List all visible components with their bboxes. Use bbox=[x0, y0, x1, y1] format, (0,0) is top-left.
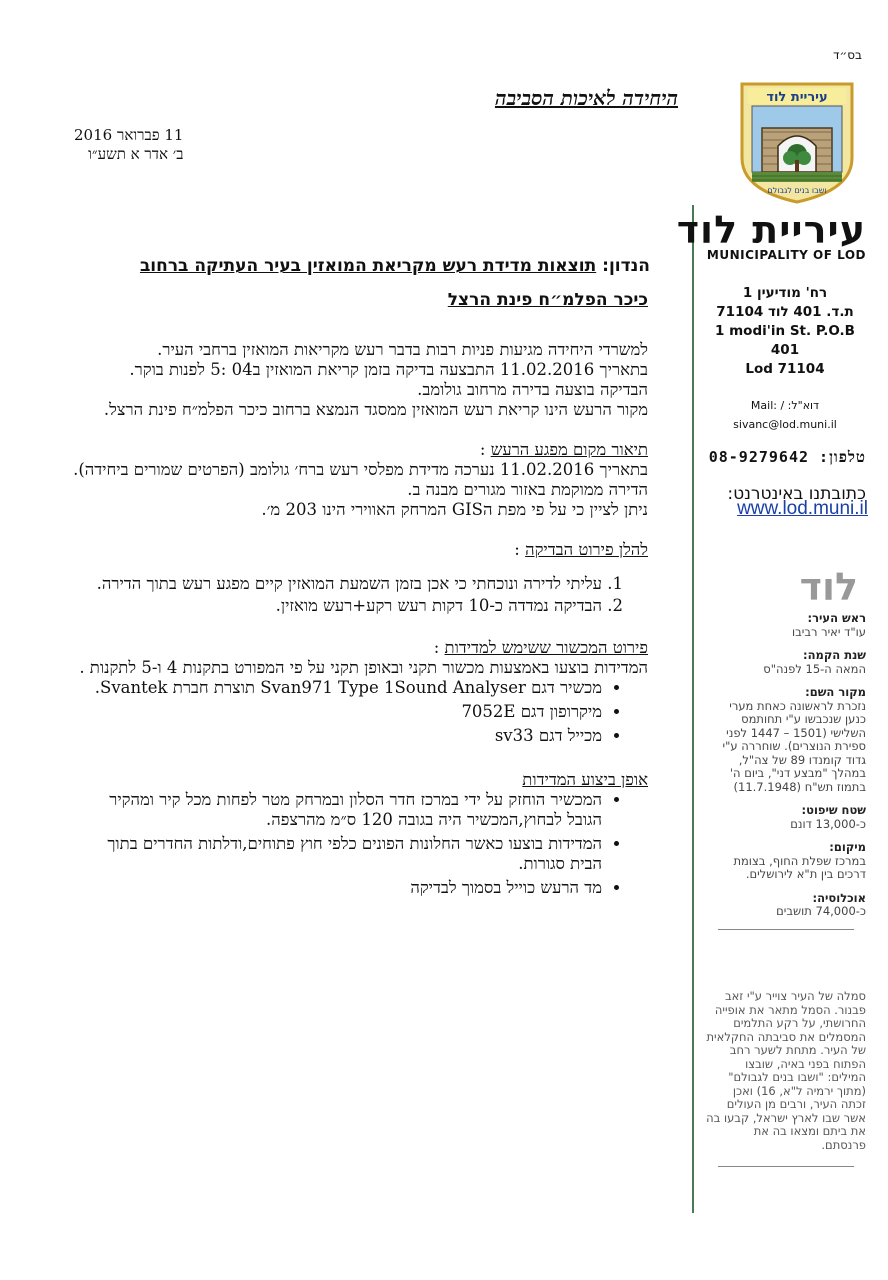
city-name-watermark: לוד bbox=[799, 565, 858, 609]
location-text: בתאריך 11.02.2016 נערכה מדידת מפלסי רעש ברח׳ גולומב (הפרטים שמורים ביחידה). הדירה ממוקמת באזור מגורים מבנה ב. bbox=[73, 460, 648, 499]
fact-text: במרכז שפלת החוף, בצומת דרכים בין ת"א לירושלים. bbox=[733, 853, 866, 881]
sidebar-divider bbox=[692, 205, 694, 1213]
section-heading-equipment: פירוט המכשור ששימש למדידות : bbox=[433, 638, 648, 657]
intro-paragraph: מקור הרעש הינו קריאת רעש המואזין ממסגד הנמצא ברחוב כיכר הפלמ״ח פינת הרצל. bbox=[103, 400, 648, 419]
city-name: עיריית לוד bbox=[676, 208, 866, 252]
address-line: Lod 71104 bbox=[745, 361, 825, 377]
address-line: 401 bbox=[770, 342, 800, 358]
logo-title: עיריית לוד bbox=[766, 90, 828, 105]
section-heading-method: אופן ביצוע המדידות bbox=[522, 770, 648, 789]
city-name-english: MUNICIPALITY OF LOD bbox=[706, 248, 866, 262]
location-text: ניתן לציין כי על פי מפת הGIS המרחק האווירי הינו 203 מ׳. bbox=[261, 500, 648, 519]
website-label: כתובתנו באינטרנט: bbox=[727, 484, 866, 504]
fact-jurisdiction bbox=[706, 804, 866, 831]
fact-name-origin bbox=[706, 686, 866, 794]
fact-population bbox=[706, 892, 866, 919]
fact-heading: שטח שיפוט: bbox=[801, 803, 866, 817]
subject-line-2: כיכר הפלמ״ח פינת הרצל bbox=[447, 290, 648, 310]
emblem-note bbox=[706, 990, 866, 1179]
list-item: • מכשיר דגם Svan971 Type 1Sound Analyser תוצרת חברת Svantek. bbox=[73, 678, 602, 698]
list-item: • מד הרעש כוייל בסמוך לבדיקה bbox=[73, 878, 602, 898]
fact-heading: ראש העיר: bbox=[807, 611, 866, 625]
section-heading-details: להלן פירוט הבדיקה : bbox=[514, 540, 648, 559]
divider bbox=[718, 929, 854, 930]
fact-text: המאה ה-15 לפנה"ס bbox=[763, 661, 866, 676]
fact-heading: מיקום: bbox=[829, 840, 866, 854]
list-item: • מיקרופון דגם 7052E bbox=[73, 702, 602, 722]
address-block bbox=[705, 284, 865, 379]
address-line: ת.ד. 401 לוד 71104 bbox=[716, 304, 854, 320]
list-item: • המכשיר הוחזק על ידי במרכז חדר הסלון ובמרחק מטר לפחות מכל קיר ומהקיר הגובל לבחוץ,המכשיר היה בגובה 120 ס״מ מהרצפה. bbox=[73, 790, 602, 830]
intro-paragraph: בתאריך 11.02.2016 התבצעה בדיקה בזמן קריאת המואזין ב04 :5 לפנות בוקר. bbox=[129, 360, 648, 379]
address-line: רח' מודיעין 1 bbox=[742, 285, 828, 301]
list-item: • מכייל דגם sv33 bbox=[73, 726, 602, 746]
equipment-list bbox=[73, 678, 648, 746]
bsd-mark: בס״ד bbox=[832, 48, 862, 62]
list-item: 2. הבדיקה נמדדה כ-10 דקות רעש רקע+רעש מואזין. bbox=[73, 596, 602, 616]
method-list bbox=[73, 790, 648, 898]
fact-text: כ-74,000 תושבים bbox=[776, 904, 866, 918]
emblem-note-text: סמלה של העיר צוייר ע"י זאב פבנור. הסמל מתאר את אופייה החרושתי, על רקע התלמים המסמלים את סביבתה החקלאית של העיר. מתחת לשער רחב הפתוח בפני באיה, שובצו המילים: "ושבו בנים לגבולם" (מתוך ירמיה ל"א, 16) ואכן זכתה העיר, ורבים מן העולים אשר שבו לארץ ישראל, קבעו בה את ביתם ומצאו בה את פרנסתם. bbox=[706, 989, 866, 1152]
details-list bbox=[73, 574, 648, 616]
city-facts bbox=[706, 612, 866, 942]
fact-mayor bbox=[706, 612, 866, 639]
email-link[interactable]: sivanc@lod.muni.il bbox=[733, 418, 837, 431]
phone-number: טלפון: 08-9279642 bbox=[708, 448, 866, 466]
list-item: • המדידות בוצעו כאשר החלונות הפונים כלפי חוץ פתוחים,ודלתות החדרים בתוך הבית סגורות. bbox=[73, 834, 602, 874]
list-item: 1. עליתי לדירה ונוכחתי כי אכן בזמן השמעת המואזין קיים מפגע רעש בתוך הדירה. bbox=[73, 574, 602, 594]
section-heading-location: תיאור מקום מפגע הרעש : bbox=[479, 440, 648, 459]
divider bbox=[718, 1166, 854, 1167]
date-block bbox=[74, 126, 183, 164]
fact-heading: שנת הקמה: bbox=[803, 648, 866, 662]
unit-title: היחידה לאיכות הסביבה bbox=[494, 86, 678, 110]
intro-paragraph: הבדיקה בוצעה בדירה מרחוב גולומב. bbox=[417, 380, 648, 399]
address-line: 1 modi'in St. P.O.B bbox=[715, 323, 855, 339]
logo-motto: ושבו בנים לגבולם bbox=[767, 186, 827, 195]
fact-location bbox=[706, 841, 866, 882]
date-hebrew: ב׳ אדר א תשע״ו bbox=[88, 145, 184, 163]
fact-heading: אוכלוסיה: bbox=[812, 890, 866, 905]
website-link[interactable]: www.lod.muni.il bbox=[737, 498, 868, 519]
fact-founded bbox=[706, 649, 866, 676]
fact-text: כ-13,000 דונם bbox=[790, 816, 866, 831]
fact-text: נזכרת לראשונה כאחת מערי כנען שנכבשו ע"י תחותמס השלישי (1501 – 1447 לפני ספירת הנוצרים). שוחררה ע"י גדוד קומנדו 89 של צה"ל, במהלך "מבצע דני", ביום ה' בתמוז תש"ח (11.7.1948) bbox=[722, 698, 866, 794]
equipment-text: המדידות בוצעו באמצעות מכשור תקני ובאופן תקני על פי המפורט בתקנות 4 ו-5 לתקנות . bbox=[79, 658, 648, 677]
subject-line-1: תוצאות מדידת רעש מקריאת המואזין בעיר העתיקה ברחוב bbox=[139, 256, 597, 276]
date-gregorian: 11 פברואר 2016 bbox=[74, 126, 184, 144]
intro-paragraph: למשרדי היחידה מגיעות פניות רבות בדבר רעש מקריאות המואזין ברחבי העיר. bbox=[157, 340, 648, 359]
letter-body bbox=[73, 340, 648, 902]
subject-label: הנדון: bbox=[602, 256, 650, 276]
city-emblem-logo bbox=[738, 80, 856, 204]
mail-block bbox=[705, 396, 865, 434]
mail-label: Mail: / :דוא"ל bbox=[750, 399, 820, 412]
letter-subject bbox=[140, 256, 650, 276]
fact-text: עו"ד יאיר רביבו bbox=[791, 624, 866, 639]
fact-heading: מקור השם: bbox=[805, 685, 866, 699]
